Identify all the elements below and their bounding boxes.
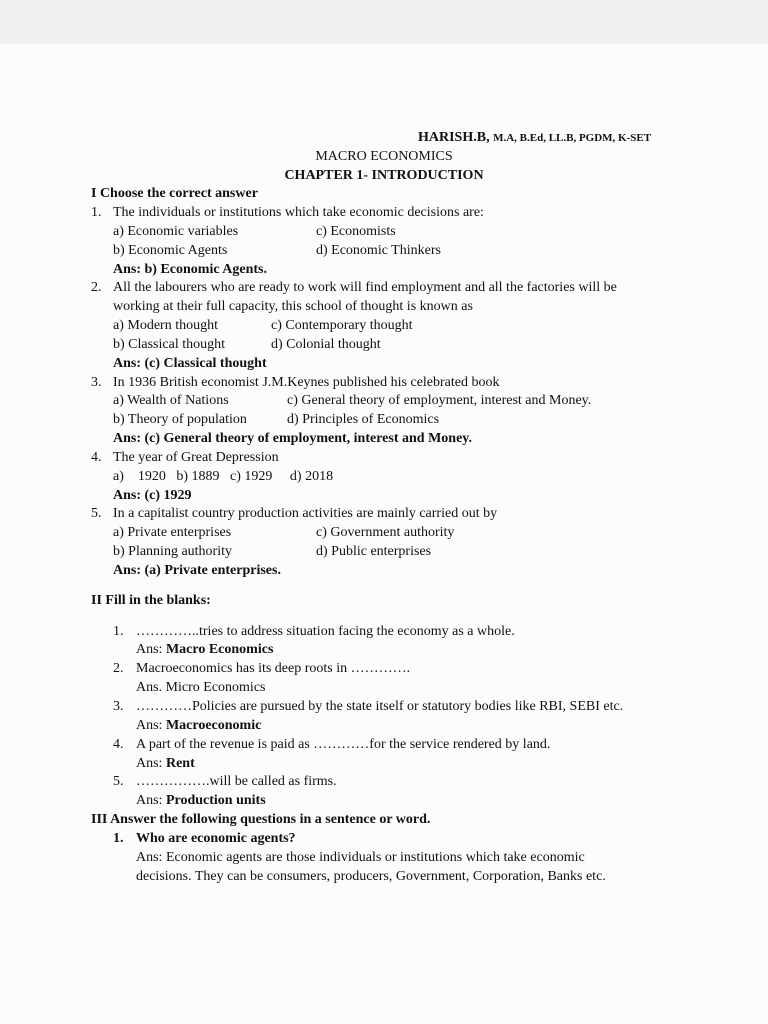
subject-title: MACRO ECONOMICS (315, 149, 453, 164)
q4-answer: Ans: (c) 1929 (113, 488, 192, 503)
q2-text-line1: All the labourers who are ready to work will find employment and all the factories will be (113, 280, 617, 295)
q5-option-a: a) Private enterprises (113, 525, 232, 540)
q5-answer: Ans: (a) Private enterprises. (113, 563, 281, 578)
q3-option-d: d) Principles of Economics (287, 412, 440, 427)
q2-answer: Ans: (c) Classical thought (113, 356, 267, 371)
q3-answer: Ans: (c) General theory of employment, interest and Money. (113, 431, 473, 446)
fill2-text: Macroeconomics has its deep roots in …………. (136, 661, 411, 676)
q2-number: 2. (91, 280, 102, 295)
fill2-answer-line (136, 679, 265, 697)
fill5-answer-prefix: Ans: (136, 793, 166, 808)
fill3-text: …………Policies are pursued by the state itself or statutory bodies like RBI, SEBI etc. (136, 699, 624, 714)
q5-text: In a capitalist country production activities are mainly carried out by (113, 506, 498, 521)
sa1-answer-line1: Ans: Economic agents are those individuals or institutions which take economic (136, 850, 585, 865)
chapter-title: CHAPTER 1- INTRODUCTION (284, 168, 484, 183)
fill4-answer: Rent (165, 756, 195, 771)
section1-title: I Choose the correct answer (91, 186, 258, 201)
sa1-answer-line2: decisions. They can be consumers, producers, Government, Corporation, Banks etc. (136, 869, 606, 884)
fill3-answer-prefix: Ans: (136, 718, 166, 733)
fill1-answer: Macro Economics (165, 642, 274, 657)
q5-option-c: c) Government authority (316, 525, 455, 540)
q3-option-b: b) Theory of population (113, 412, 247, 427)
fill5-answer-line (136, 792, 266, 810)
q4-number: 4. (91, 450, 102, 465)
q5-option-b: b) Planning authority (113, 544, 232, 559)
fill5-answer: Production units (165, 793, 266, 808)
q1-number: 1. (91, 205, 102, 220)
q2-option-a: a) Modern thought (113, 318, 218, 333)
sa1-question: Who are economic agents? (136, 831, 296, 846)
q3-option-a: a) Wealth of Nations (113, 393, 229, 408)
fill2-number: 2. (113, 661, 124, 676)
fill3-number: 3. (113, 699, 124, 714)
q2-option-c: c) Contemporary thought (271, 318, 413, 333)
fill5-text: …………….will be called as firms. (136, 774, 337, 789)
top-band (0, 0, 768, 44)
fill4-number: 4. (113, 737, 124, 752)
fill4-text: A part of the revenue is paid as …………for the service rendered by land. (136, 737, 551, 752)
section2-title: II Fill in the blanks: (91, 593, 211, 608)
fill5-number: 5. (113, 774, 124, 789)
section3-title: III Answer the following questions in a sentence or word. (91, 812, 431, 827)
sa1-number: 1. (113, 831, 124, 846)
fill4-answer-prefix: Ans: (136, 756, 166, 771)
fill2-answer-prefix: Ans. Micro Economics (136, 680, 266, 695)
q2-option-d: d) Colonial thought (271, 337, 381, 352)
q4-options: a) 1920 b) 1889 c) 1929 d) 2018 (113, 469, 334, 484)
q3-number: 3. (91, 375, 102, 390)
fill3-answer: Macroeconomic (165, 718, 262, 733)
q1-option-c: c) Economists (316, 224, 396, 239)
q2-option-b: b) Classical thought (113, 337, 225, 352)
q3-text: In 1936 British economist J.M.Keynes published his celebrated book (113, 375, 500, 390)
q4-text: The year of Great Depression (113, 450, 279, 465)
q5-option-d: d) Public enterprises (316, 544, 432, 559)
q2-text-line2: working at their full capacity, this school of thought is known as (113, 299, 473, 314)
q5-number: 5. (91, 506, 102, 521)
q1-option-b: b) Economic Agents (113, 243, 228, 258)
fill1-answer-line (136, 641, 273, 659)
q1-option-a: a) Economic variables (113, 224, 239, 239)
author-line (418, 129, 651, 147)
fill1-number: 1. (113, 624, 124, 639)
fill3-answer-line (136, 717, 261, 735)
q1-option-d: d) Economic Thinkers (316, 243, 441, 258)
fill4-answer-line (136, 755, 195, 773)
fill1-answer-prefix: Ans: (136, 642, 166, 657)
fill1-text: …………..tries to address situation facing the economy as a whole. (136, 624, 515, 639)
q3-option-c: c) General theory of employment, interest and Money. (287, 393, 592, 408)
author-credentials: M.A, B.Ed, LL.B, PGDM, K-SET (493, 132, 652, 144)
q1-text: The individuals or institutions which take economic decisions are: (113, 205, 484, 220)
q1-answer: Ans: b) Economic Agents. (113, 262, 268, 277)
author-name: HARISH.B, (418, 130, 490, 145)
